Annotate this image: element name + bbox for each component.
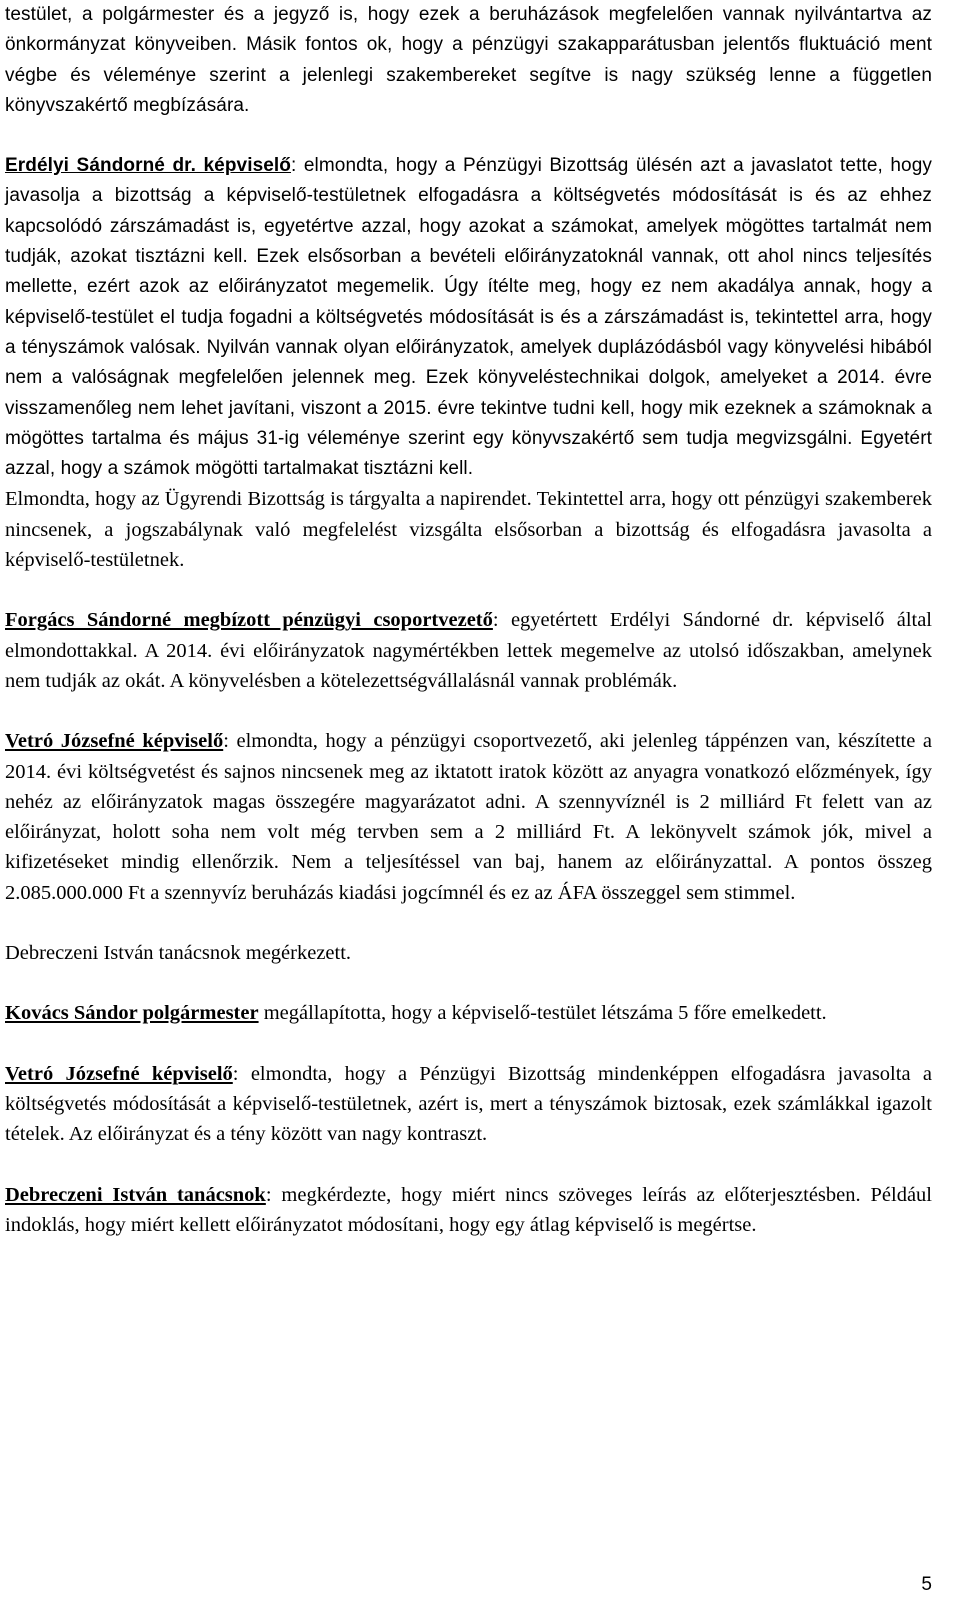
paragraph-spacer	[5, 575, 932, 605]
paragraph-text: : elmondta, hogy a Pénzügyi Bizottság ülésén azt a javaslatot tette, hogy javasolja a bizottság a képviselő-testületnek elfogadásra a költségvetés módosítását is és az ehhez kapcsolódó zárszámadást is, egyetértve azzal, hogy azokat a számokat, amelyek mögöttes tartalmát nem tudják, azokat tisztázni kell. Ezek elsősorban a bevételi előirányzatoknál vannak, ott ahol nincs teljesítés mellette, ezért azok az előirányzatot megemelik. Úgy ítélte meg, hogy ez nem akadálya annak, hogy a képviselő-testület el tudja fogadni a költségvetés módosítását is és a zárszámadást is, tekintettel arra, hogy a tényszámok valósak. Nyilván vannak olyan előirányzatok, amelyek duplázódásból vagy könyvelési hibából nem a valóságnak megfelelően jelennek meg. Ezek könyveléstechnikai dolgok, amelyeket a 2014. évre visszamenőleg nem lehet javítani, viszont a 2015. évre tekintve tudni kell, hogy mik ezeknek a számoknak a mögöttes tartalma és május 31-ig véleménye szerint egy könyvszakértő sem tudja megvizsgálni. Egyetért azzal, hogy a számok mögötti tartalmakat tisztázni kell.	[5, 155, 932, 480]
paragraph-spacer	[5, 908, 932, 938]
paragraph-spacer	[5, 121, 932, 151]
paragraph-debreczeni	[5, 1180, 932, 1241]
speaker-name: Erdélyi Sándorné dr. képviselő	[5, 155, 291, 177]
paragraph-spacer	[5, 1150, 932, 1180]
paragraph-spacer	[5, 1029, 932, 1059]
speaker-name: Vetró Józsefné képviselő	[5, 730, 224, 753]
paragraph-text: : megkérdezte, hogy miért nincs szöveges leírás az előterjesztésben. Például indoklás, hogy miért kellett előirányzatot módosítani, hogy egy átlag képviselő is megértse.	[5, 1183, 932, 1236]
speaker-name: Debreczeni István tanácsnok	[5, 1183, 266, 1206]
paragraph-erdelyi	[5, 151, 932, 484]
speaker-name: Kovács Sándor polgármester	[5, 1002, 259, 1025]
paragraph-vetro-2	[5, 1059, 932, 1150]
paragraph-text: : egyetértett Erdélyi Sándorné dr. képviselő által elmondottakkal. A 2014. évi előirányzatok nagymértékben lettek megemelve az utolsó időszakban, amelynek nem tudják az okát. A könyvelésben a kötelezettségvállalásnál vannak problémák.	[5, 609, 932, 692]
paragraph-text: megállapította, hogy a képviselő-testület létszáma 5 főre emelkedett.	[258, 1002, 827, 1025]
speaker-name: Vetró Józsefné képviselő	[5, 1062, 233, 1085]
page-number: 5	[921, 1574, 932, 1595]
paragraph-text: : elmondta, hogy a Pénzügyi Bizottság mindenképpen elfogadásra javasolta a költségvetés módosítását a képviselő-testületnek, azért is, mert a tényszámok biztosak, ezek számlákkal igazolt tételek. Az előirányzat és a tény között van nagy kontraszt.	[5, 1062, 932, 1146]
paragraph-vetro-1	[5, 726, 932, 908]
paragraph-kovacs	[5, 998, 932, 1028]
paragraph-intro: testület, a polgármester és a jegyző is, hogy ezek a beruházások megfelelően vannak nyilvántartva az önkormányzat könyveiben. Másik fontos ok, hogy a pénzügyi szakapparátusban jelentős fluktuáció ment végbe és véleménye szerint a jelenlegi szakembereket segítve is nagy szükség lenne a független könyvszakértő megbízására.	[5, 4, 932, 116]
paragraph-spacer	[5, 696, 932, 726]
paragraph-ugyrendi: Elmondta, hogy az Ügyrendi Bizottság is tárgyalta a napirendet. Tekintettel arra, hogy ott pénzügyi szakemberek nincsenek, a jogszabálynak való megfelelést vizsgálta elsősorban a bizottság és elfogadásra javasolta a képviselő-testületnek.	[5, 488, 932, 572]
paragraph-text: : elmondta, hogy a pénzügyi csoportvezető, aki jelenleg táppénzen van, készítette a 2014. évi költségvetést és sajnos nincsenek meg az iktatott iratok között az anyagra vonatkozó előzmények, így nehéz az előirányzatok magas összegére magyarázatot adni. A szennyvíznél is 2 milliárd Ft felett van az előirányzat, holott soha nem volt még tervben sem a 2 milliárd Ft. A lekönyvelt számok jók, mivel a kifizetéseket mindig ellenőrzik. Nem a teljesítéssel van baj, hanem az előirányzattal. A pontos összeg 2.085.000.000 Ft a szennyvíz beruházás kiadási jogcímnél és ez az ÁFA összeggel sem stimmel.	[5, 730, 932, 904]
paragraph-spacer	[5, 968, 932, 998]
paragraph-forgacs	[5, 605, 932, 696]
speaker-name: Forgács Sándorné megbízott pénzügyi csoportvezető	[5, 609, 493, 632]
paragraph-arrival: Debreczeni István tanácsnok megérkezett.	[5, 942, 352, 965]
document-page	[5, 0, 932, 1240]
